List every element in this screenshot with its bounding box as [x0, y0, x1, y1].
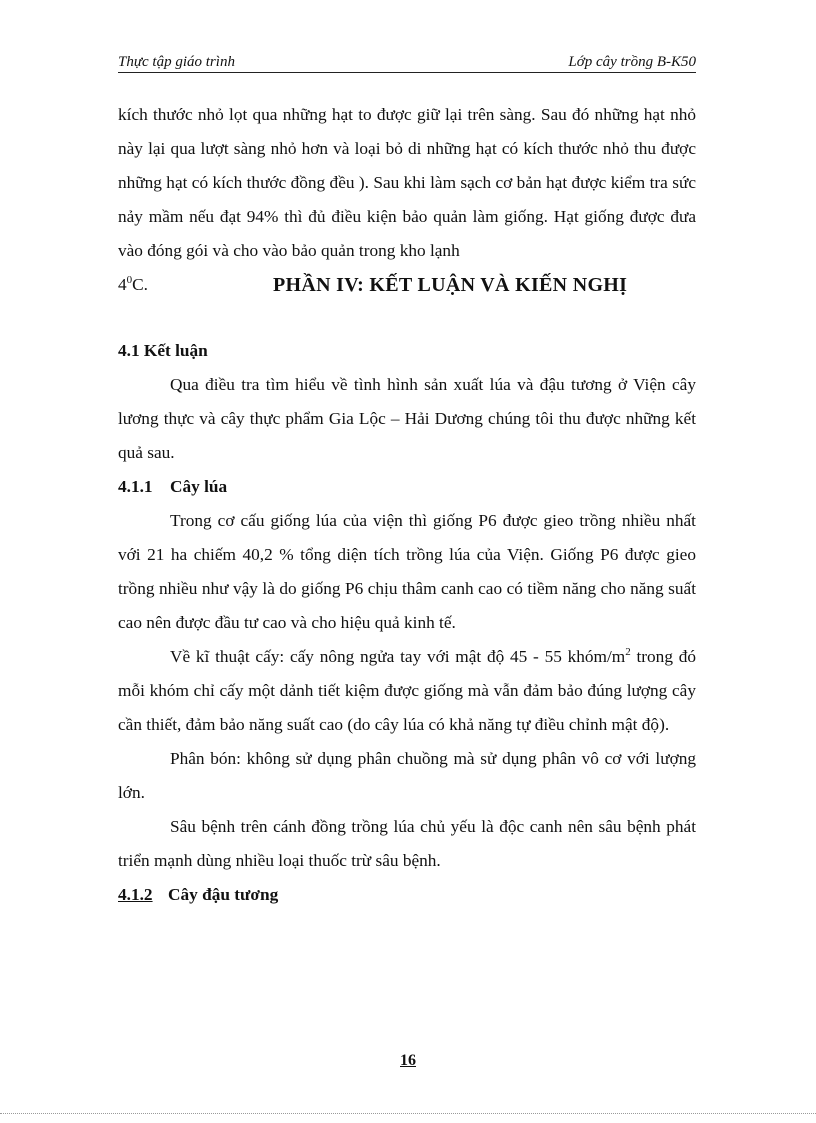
- section-4-1-heading: 4.1 Kết luận: [118, 341, 208, 360]
- rice-paragraph-4: Sâu bệnh trên cánh đồng trồng lúa chủ yếu là độc canh nên sâu bệnh phát triển mạnh dùng nhiều loại thuốc trừ sâu bệnh.: [118, 817, 696, 870]
- page-header: [118, 54, 696, 72]
- section-4-1-1-number: 4.1.1: [118, 477, 153, 496]
- temp-unit: C.: [132, 275, 148, 294]
- part-title: PHẦN IV: KẾT LUẬN VÀ KIẾN NGHỊ: [273, 274, 628, 296]
- intro-tail-line: [118, 268, 696, 302]
- rice-paragraph-3: Phân bón: không sử dụng phân chuồng mà sử dụng phân vô cơ với lượng lớn.: [118, 749, 696, 802]
- section-4-1-2-number: 4.1.2: [118, 885, 153, 904]
- intro-tail: [118, 268, 148, 302]
- rice-paragraph-1: Trong cơ cấu giống lúa của viện thì giống P6 được gieo trồng nhiều nhất với 21 ha chiếm 40,2 % tổng diện tích trồng lúa của Viện. Giống P6 được gieo trồng nhiều như vậy là do giống P6 chịu thâm canh cao có tiềm năng cho năng suất cao nên được đầu tư cao và cho hiệu quả kinh tế.: [118, 511, 696, 632]
- rice-paragraph-2-a: Về kĩ thuật cấy: cấy nông ngửa tay với mật độ 45 - 55 khóm/m: [170, 647, 626, 666]
- page-bottom-dotted-rule: [0, 1113, 816, 1114]
- intro-paragraph: kích thước nhỏ lọt qua những hạt to được giữ lại trên sàng. Sau đó những hạt nhỏ này lại qua lượt sàng nhỏ hơn và loại bỏ di những hạt có kích thước nhỏ thu được những hạt có kích thước đồng đều ). Sau khi làm sạch cơ bản hạt được kiểm tra sức nảy mầm nếu đạt 94% thì đủ điều kiện bảo quản làm giống. Hạt giống được đưa vào đóng gói và cho vào bảo quản trong kho lạnh: [118, 105, 696, 260]
- section-4-1-1-title: Cây lúa: [170, 477, 228, 496]
- header-rule: [118, 72, 696, 73]
- header-right-text: Lớp cây trồng B-K50: [568, 54, 696, 70]
- header-left-text: Thực tập giáo trình: [118, 54, 235, 70]
- page-content: [118, 98, 696, 912]
- section-4-1-1-heading: [118, 470, 696, 504]
- rice-paragraph-2: [118, 640, 696, 742]
- section-4-1-2-heading: [118, 878, 696, 912]
- temp-sup: 0: [126, 274, 133, 287]
- section-4-1-2-title: Cây đậu tương: [168, 885, 279, 904]
- temp-value: 4: [118, 275, 127, 294]
- page-number: 16: [400, 1052, 416, 1069]
- rice-paragraph-2-sup: 2: [625, 646, 631, 659]
- rice-paragraph-2-b: trong đó mỗi khóm chỉ cấy một dảnh tiết kiệm được giống mà vẫn đảm bảo đúng lượng cây cần thiết, đảm bảo năng suất cao (do cây lúa có khả năng tự điều chỉnh mật độ).: [118, 647, 696, 734]
- section-4-1-paragraph: Qua điều tra tìm hiểu về tình hình sản xuất lúa và đậu tương ở Viện cây lương thực và cây thực phẩm Gia Lộc – Hải Dương chúng tôi thu được những kết quả sau.: [118, 375, 696, 462]
